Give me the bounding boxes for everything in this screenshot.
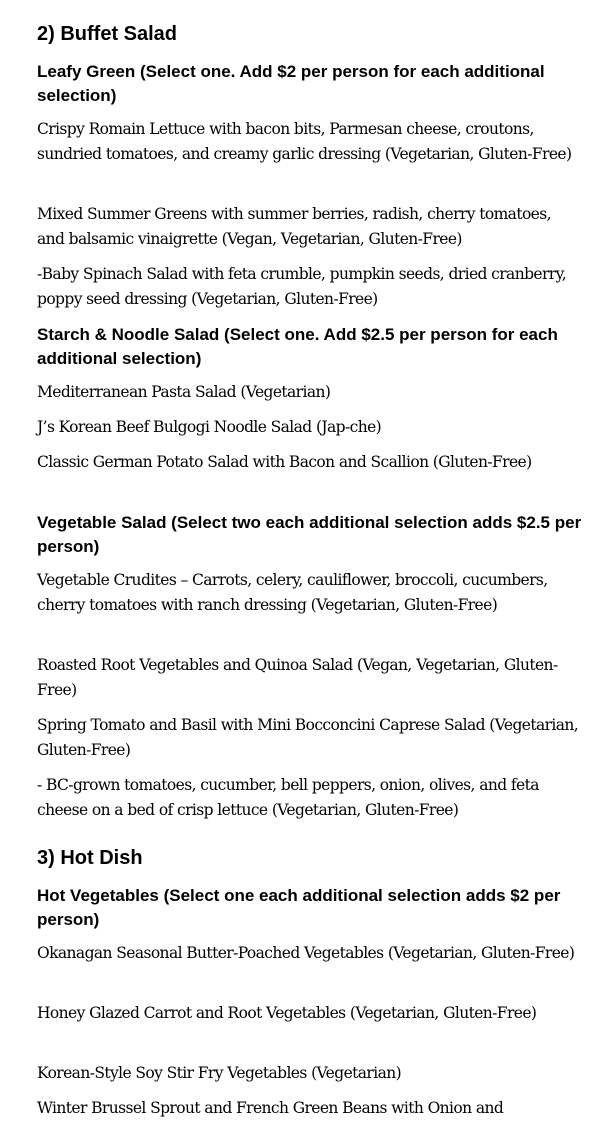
menu-item: - BC-grown tomatoes, cucumber, bell peppers, onion, olives, and feta cheese on a bed of crisp lettuce (Vegetarian, Gluten-Free) bbox=[37, 776, 539, 819]
group-title-starch-noodle: Starch & Noodle Salad (Select one. Add $2.5 per person for each additional selection) bbox=[37, 325, 558, 368]
menu-item: Honey Glazed Carrot and Root Vegetables (Vegetarian, Gluten-Free) bbox=[37, 1004, 537, 1022]
menu-item: Classic German Potato Salad with Bacon and Scallion (Gluten-Free) bbox=[37, 453, 532, 471]
section-heading-hot-dish: 3) Hot Dish bbox=[37, 847, 143, 869]
menu-item: Crispy Romain Lettuce with bacon bits, Parmesan cheese, croutons, sundried tomatoes, and creamy garlic dressing (Vegetarian, Gluten-Free) bbox=[37, 120, 572, 163]
menu-item: -Baby Spinach Salad with feta crumble, pumpkin seeds, dried cranberry, poppy seed dressing (Vegetarian, Gluten-Free) bbox=[37, 265, 567, 308]
group-title-hot-vegetables: Hot Vegetables (Select one each additional selection adds $2 per person) bbox=[37, 886, 561, 929]
menu-item: Spring Tomato and Basil with Mini Bocconcini Caprese Salad (Vegetarian, Gluten-Free) bbox=[37, 716, 579, 759]
group-title-leafy-green: Leafy Green (Select one. Add $2 per person for each additional selection) bbox=[37, 62, 545, 105]
group-title-vegetable-salad: Vegetable Salad (Select two each additional selection adds $2.5 per person) bbox=[37, 513, 582, 556]
menu-item: Winter Brussel Sprout and French Green Beans with Onion and bbox=[37, 1099, 504, 1117]
menu-item: J’s Korean Beef Bulgogi Noodle Salad (Jap-che) bbox=[37, 418, 382, 436]
menu-item: Okanagan Seasonal Butter-Poached Vegetables (Vegetarian, Gluten-Free) bbox=[37, 944, 575, 962]
section-heading-buffet-salad: 2) Buffet Salad bbox=[37, 23, 178, 45]
menu-item: Korean-Style Soy Stir Fry Vegetables (Vegetarian) bbox=[37, 1064, 402, 1082]
menu-item: Roasted Root Vegetables and Quinoa Salad (Vegan, Vegetarian, Gluten-Free) bbox=[37, 656, 558, 699]
menu-item: Mixed Summer Greens with summer berries, radish, cherry tomatoes, and balsamic vinaigrette (Vegan, Vegetarian, Gluten-Free) bbox=[37, 205, 551, 248]
menu-item: Vegetable Crudites – Carrots, celery, cauliflower, broccoli, cucumbers, cherry tomatoes with ranch dressing (Vegetarian, Gluten-Free) bbox=[37, 571, 548, 614]
menu-item: Mediterranean Pasta Salad (Vegetarian) bbox=[37, 383, 331, 401]
